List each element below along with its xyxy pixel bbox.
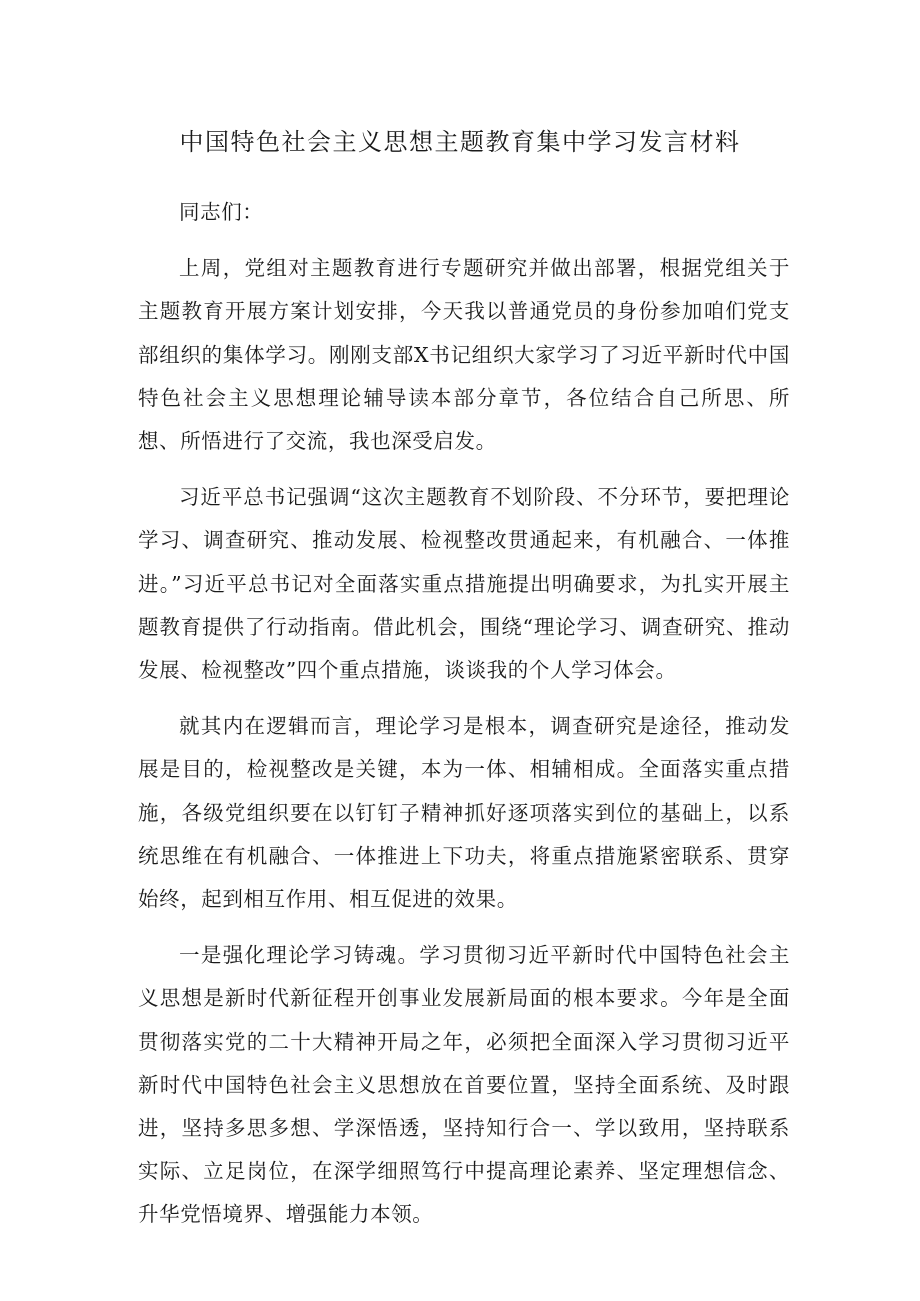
paragraph-2: 习近平总书记强调“这次主题教育不划阶段、不分环节，要把理论学习、调查研究、推动发展、检视整改贯通起来，有机融合、一体推进。”习近平总书记对全面落实重点措施提出明确要求，为扎实开展主题教育提供了行动指南。借此机会，围绕“理论学习、调查研究、推动发展、检视整改”四个重点措施，谈谈我的个人学习体会。 <box>138 485 790 683</box>
document-title: 中国特色社会主义思想主题教育集中学习发言材料 <box>179 128 741 156</box>
salutation: 同志们： <box>179 200 264 224</box>
document-body <box>138 191 790 1250</box>
paragraph-3: 就其内在逻辑而言，理论学习是根本，调查研究是途径，推动发展是目的，检视整改是关键，本为一体、相辅相成。全面落实重点措施，各级党组织要在以钉钉子精神抓好逐项落实到位的基础上，以系统思维在有机融合、一体推进上下功夫，将重点措施紧密联系、贯穿始终，起到相互作用、相互促进的效果。 <box>138 714 790 912</box>
paragraph-1: 上周，党组对主题教育进行专题研究并做出部署，根据党组关于主题教育开展方案计划安排，今天我以普通党员的身份参加咱们党支部组织的集体学习。刚刚支部X书记组织大家学习了习近平新时代中国特色社会主义思想理论辅导读本部分章节，各位结合自己所思、所想、所悟进行了交流，我也深受启发。 <box>138 256 790 454</box>
paragraph-4: 一是强化理论学习铸魂。学习贯彻习近平新时代中国特色社会主义思想是新时代新征程开创事业发展新局面的根本要求。今年是全面贯彻落实党的二十大精神开局之年，必须把全面深入学习贯彻习近平新时代中国特色社会主义思想放在首要位置，坚持全面系统、及时跟进，坚持多思多想、学深悟透，坚持知行合一、学以致用，坚持联系实际、立足岗位，在深学细照笃行中提高理论素养、坚定理想信念、升华党悟境界、增强能力本领。 <box>138 943 790 1227</box>
